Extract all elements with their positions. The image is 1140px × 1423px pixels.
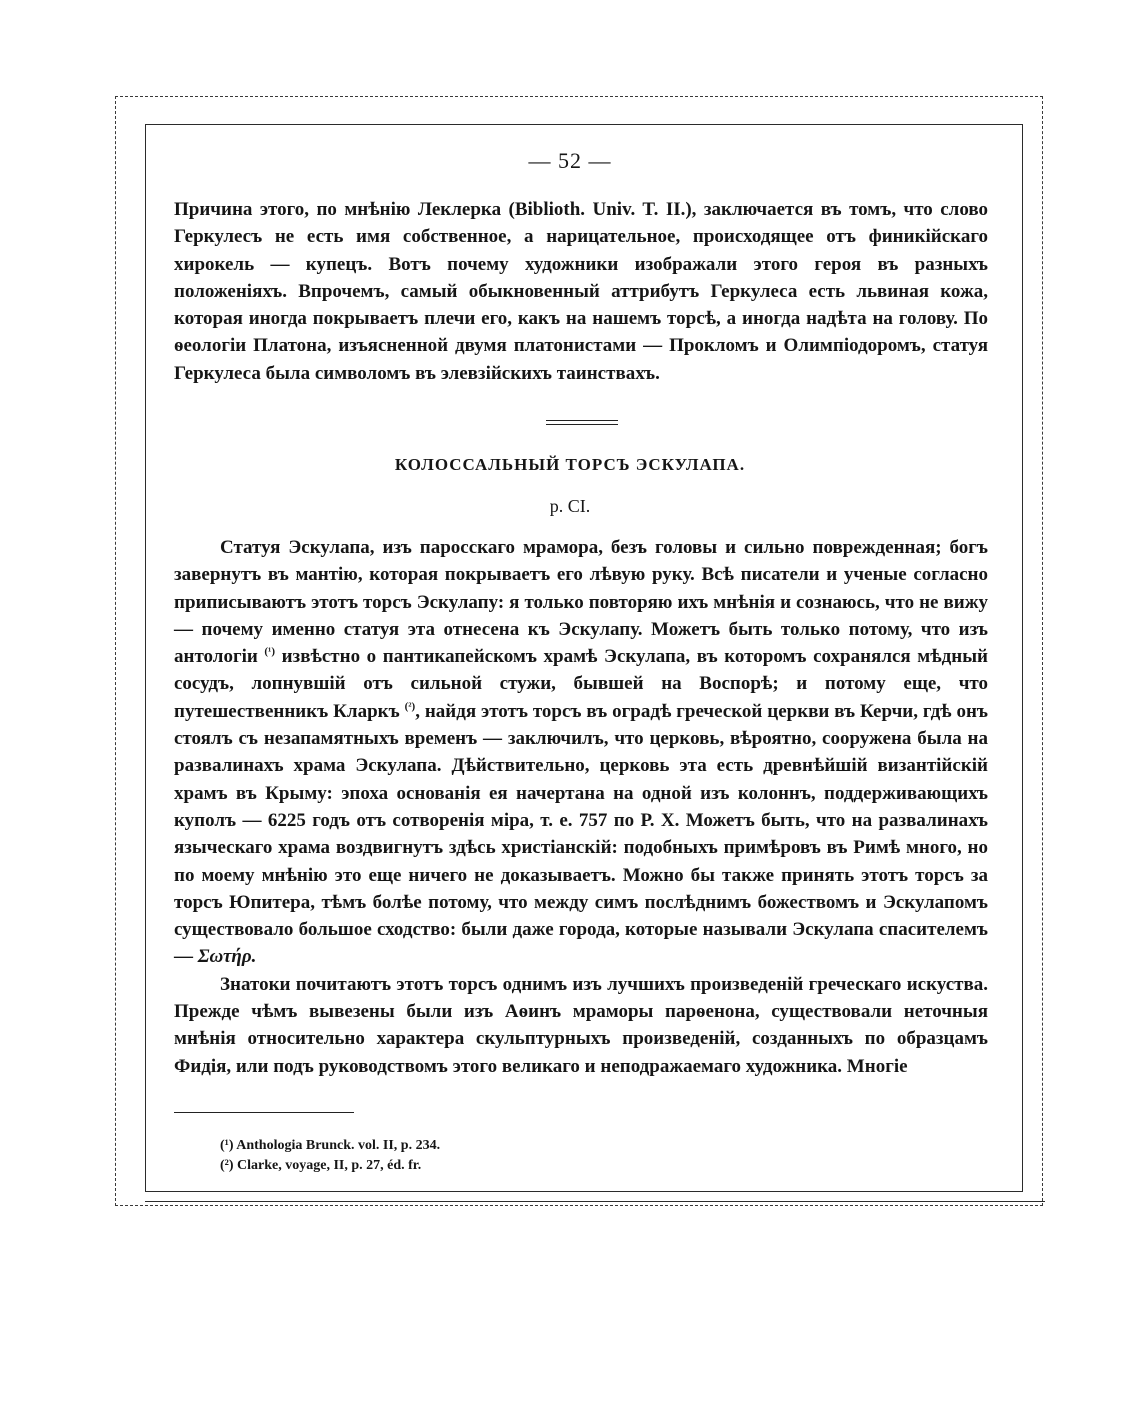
paragraph-statue-part-c: , найдя этотъ торсъ въ оградѣ греческой церкви въ Керчи, гдѣ онъ стоялъ съ незапамятныхъ временъ — заключилъ, что церковь, вѣроятно, сооружена была на развалинахъ храма Эскулапа. Дѣйствительно, церковь эта есть древнѣйшій византійскій храмъ въ Крыму: эпоха основанія ея начертана на одной изъ колоннъ, поддерживающихъ куполъ — 6225 годъ отъ сотворенія міра, т. е. 757 по Р. Х. Можетъ быть, что на развалинахъ языческаго храма воздвигнутъ здѣсь христіанскій: подобныхъ примѣровъ въ Римѣ много, но по моему мнѣнію это еще ничего не доказываетъ. Можно бы также принять этотъ торсъ за торсъ Юпитера, тѣмъ болѣе потому, что между симъ послѣднимъ божествомъ и Эскулапомъ существовало большое сходство: были даже города, которые называли Эскулапа спасителемъ — xyxy=(174,700,988,968)
paragraph-hercules-text: Причина этого, по мнѣнію Леклерка (Biblioth. Univ. T. II.), заключается въ томъ, что слово Геркулесъ не есть имя собственное, а нарицательное, происходящее отъ финикійскаго хирокель — купецъ. Вотъ почему художники изображали этого героя въ разныхъ положеніяхъ. Впрочемъ, самый обыкновенный аттрибутъ Геркулеса есть львиная кожа, которая иногда покрываетъ плечи его, какъ на нашемъ торсѣ, а иногда надѣта на голову. По ѳеологіи Платона, изъясненной двумя платонистами — Прокломъ и Олимпіодоромъ, статуя Геркулеса была символомъ въ элевзійскихъ таинствахъ. xyxy=(174,199,988,384)
section-divider-ornament xyxy=(546,420,618,430)
paragraph-statue-part-b: извѣстно о пантикапейскомъ храмѣ Эскулапа, въ которомъ сохранялся мѣдный сосудъ, лопнувшій отъ сильной стужи, бывшей на Воспорѣ; и потому еще, что путешественникъ Кларкъ xyxy=(174,646,988,722)
bottom-frame-rule xyxy=(145,1201,1045,1202)
paragraph-statue xyxy=(174,534,988,971)
footnote-ref-2: (²) xyxy=(404,700,416,713)
footnote-1: (¹) Anthologia Brunck. vol. II, p. 234. xyxy=(220,1138,441,1153)
section-plate-reference: р. CI. xyxy=(549,496,591,516)
page-number: — 52 — xyxy=(528,148,612,173)
paragraph-connoisseurs: Знатоки почитаютъ этотъ торсъ однимъ изъ лучшихъ произведеній греческаго искуства. Прежде чѣмъ вывезены были изъ Аѳинъ мраморы парѳенона, существовали неточныя мнѣнія относительно характера скульптурныхъ произведеній, созданныхъ по образцамъ Фидія, или подъ руководствомъ этого великаго и неподражаемаго художника. Многіе xyxy=(174,973,988,1077)
body-text-aesculapius xyxy=(174,534,988,1080)
paragraph-hercules xyxy=(174,196,988,387)
footnote-2: (²) Clarke, voyage, II, p. 27, éd. fr. xyxy=(220,1158,422,1173)
greek-word-soter: Σωτήρ. xyxy=(197,946,257,968)
footnotes xyxy=(220,1136,440,1176)
footnote-ref-1: (¹) xyxy=(264,645,276,658)
paragraph-statue-part-a: Статуя Эскулапа, изъ паросскаго мрамора, безъ головы и сильно поврежденная; богъ завернутъ въ мантію, которая покрываетъ его лѣвую руку. Всѣ писатели и ученые согласно приписываютъ этотъ торсъ Эскулапу: я только повторяю ихъ мнѣнія и сознаюсь, что не вижу — почему именно статуя эта отнесена къ Эскулапу. Можетъ быть только потому, что изъ антологіи xyxy=(174,537,988,668)
footnote-rule xyxy=(174,1112,354,1113)
section-title: КОЛОССАЛЬНЫЙ ТОРСЪ ЭСКУЛАПА. xyxy=(394,455,746,474)
